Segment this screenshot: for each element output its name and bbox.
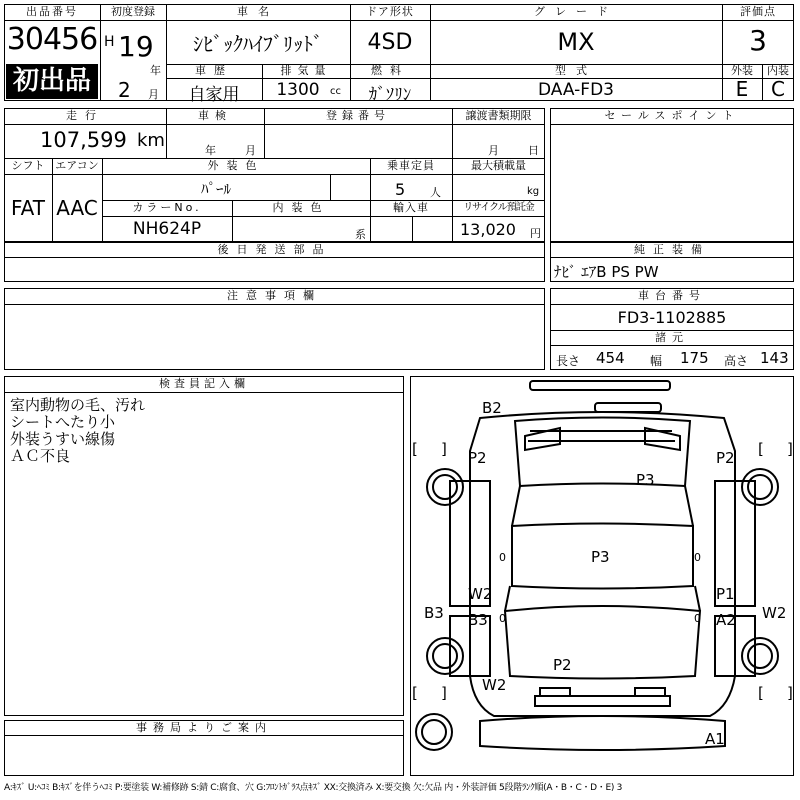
capacity: 5: [395, 180, 406, 199]
length-label: 長さ: [556, 354, 581, 368]
reg-year: 19: [118, 30, 154, 63]
displacement-label: 排気量: [280, 64, 332, 77]
history: 自家用: [188, 85, 240, 105]
first-listing-badge: [6, 64, 98, 99]
remark-line: 室内動物の毛、汚れ: [10, 396, 146, 414]
equipment-label: 純正装備: [634, 243, 710, 256]
damage-mark: A2: [716, 611, 736, 629]
zero-mark: 0: [499, 612, 506, 625]
fuel: ｶﾞｿﾘﾝ: [368, 85, 412, 105]
bracket-mark: ]: [787, 440, 793, 458]
damage-mark: W2: [468, 585, 493, 603]
int-color-label: 内装色: [272, 201, 330, 214]
damage-mark: A1: [705, 730, 725, 748]
first-reg-label: 初度登録: [111, 5, 155, 18]
damage-mark: P2: [468, 449, 487, 467]
color-no-label: カラーNo.: [132, 201, 202, 214]
office-label: 事務局よりご案内: [136, 721, 272, 734]
lot-no-label: 出品番号: [26, 5, 78, 18]
int-color-unit: 系: [355, 228, 366, 241]
inspector-label: 検査員記入欄: [159, 377, 249, 390]
capacity-label: 乗車定員: [387, 159, 435, 172]
remark-line: シートへたり小: [10, 413, 116, 431]
ext-color: ﾊﾟｰﾙ: [200, 180, 231, 198]
fuel-label: 燃料: [371, 64, 409, 77]
ext-color-label: 外装色: [207, 159, 265, 172]
grade: MX: [557, 28, 595, 56]
recycle-label: リサイクル預託金: [463, 202, 534, 213]
recycle-unit: 円: [530, 227, 541, 240]
import-label: 輸入車: [393, 201, 429, 214]
bracket-mark: ]: [441, 440, 447, 458]
exterior-label: 外装: [731, 64, 753, 77]
bracket-mark: [: [412, 684, 418, 702]
chassis-number: FD3-1102885: [617, 308, 727, 327]
bracket-mark: ]: [441, 684, 447, 702]
damage-mark: W2: [762, 604, 787, 622]
legend: A:ｷｽﾞ U:ﾍｺﾐ B:ｷｽﾞを伴うﾍｺﾐ P:要塗装 W:補修跡 S:錆 C:腐食、穴 G:ﾌﾛﾝﾄｶﾞﾗｽ点ｷｽﾞ XX:交換済み X:要交換 欠:欠品 内・外装評価 5段階ﾗﾝｸ順(A・B・C・D・E) 3: [4, 783, 623, 793]
transfer-month-unit: 月: [488, 144, 499, 157]
year-unit: 年: [150, 64, 161, 77]
zero-mark: 0: [499, 551, 506, 564]
model: DAA-FD3: [538, 80, 614, 100]
bracket-mark: [: [758, 684, 764, 702]
inspection-label: 車検: [198, 109, 232, 122]
damage-mark: W2: [482, 676, 507, 694]
mileage-label: 走行: [66, 109, 104, 122]
damage-mark: B3: [424, 604, 444, 622]
damage-mark: P1: [716, 585, 735, 603]
history-label: 車歴: [195, 64, 233, 77]
shift-label: シフト: [11, 159, 45, 172]
damage-mark: B2: [482, 399, 502, 417]
bracket-mark: ]: [787, 684, 793, 702]
ac-label: エアコン: [55, 159, 99, 172]
sales-points-box: [550, 108, 794, 242]
width-label: 幅: [650, 354, 663, 368]
remark-line: ＡＣ不良: [10, 447, 71, 465]
reg-no-label: 登録番号: [326, 109, 390, 122]
length: 454: [596, 349, 625, 367]
car-name: ｼﾋﾞｯｸﾊｲﾌﾞﾘｯﾄﾞ: [193, 32, 323, 56]
mileage-unit: km: [137, 130, 165, 151]
bracket-mark: [: [412, 440, 418, 458]
reg-month: 2: [118, 78, 131, 102]
first-listing-text: 初出品: [12, 66, 91, 96]
ac: AAC: [56, 196, 98, 220]
mileage: 107,599: [40, 128, 127, 152]
interior-label: 内装: [767, 64, 789, 77]
displacement-unit: cc: [330, 86, 341, 97]
exterior-grade: E: [735, 77, 749, 101]
score-label: 評価点: [740, 5, 776, 18]
score: 3: [749, 24, 767, 57]
equipment-value: ﾅﾋﾞ ｴｱB PS PW: [554, 263, 659, 281]
displacement: 1300: [276, 80, 320, 100]
damage-mark: P2: [553, 656, 572, 674]
sales-points-label: セールスポイント: [604, 109, 740, 122]
damage-mark: P2: [716, 449, 735, 467]
shift: FAT: [10, 196, 45, 220]
model-label: 型式: [555, 64, 597, 77]
damage-mark: B3: [468, 611, 488, 629]
inspection-year-unit: 年: [205, 144, 216, 157]
notes-label: 注意事項欄: [227, 289, 322, 302]
door-label: ドア形状: [366, 5, 414, 18]
bracket-mark: [: [758, 440, 764, 458]
later-parts-label: 後日発送部品: [217, 243, 332, 256]
dimensions-label: 諸元: [655, 331, 689, 344]
damage-mark: P3: [591, 548, 610, 566]
height-label: 高さ: [724, 354, 749, 368]
car-outline-drawing: [410, 376, 794, 776]
transfer-day-unit: 日: [528, 144, 539, 157]
damage-mark: P3: [636, 471, 655, 489]
grade-label: グレード: [534, 5, 618, 18]
inspection-month-unit: 月: [245, 144, 256, 157]
door-type: 4SD: [367, 30, 413, 55]
width: 175: [680, 349, 709, 367]
zero-mark: 0: [694, 612, 701, 625]
chassis-label: 車台番号: [638, 289, 706, 302]
height: 143: [760, 349, 789, 367]
era: H: [104, 34, 115, 50]
color-no: NH624P: [132, 219, 202, 239]
capacity-unit: 人: [430, 186, 441, 199]
recycle: 13,020: [460, 220, 516, 239]
max-load-unit: kg: [527, 186, 540, 197]
zero-mark: 0: [694, 551, 701, 564]
month-unit: 月: [148, 88, 159, 101]
remark-line: 外装うすい線傷: [10, 430, 116, 448]
max-load-label: 最大積載量: [471, 159, 526, 172]
car-name-label: 車名: [237, 5, 279, 18]
lot-no: 30456: [6, 22, 98, 57]
transfer-label: 譲渡書類期限: [465, 109, 532, 122]
interior-grade: C: [771, 77, 785, 101]
